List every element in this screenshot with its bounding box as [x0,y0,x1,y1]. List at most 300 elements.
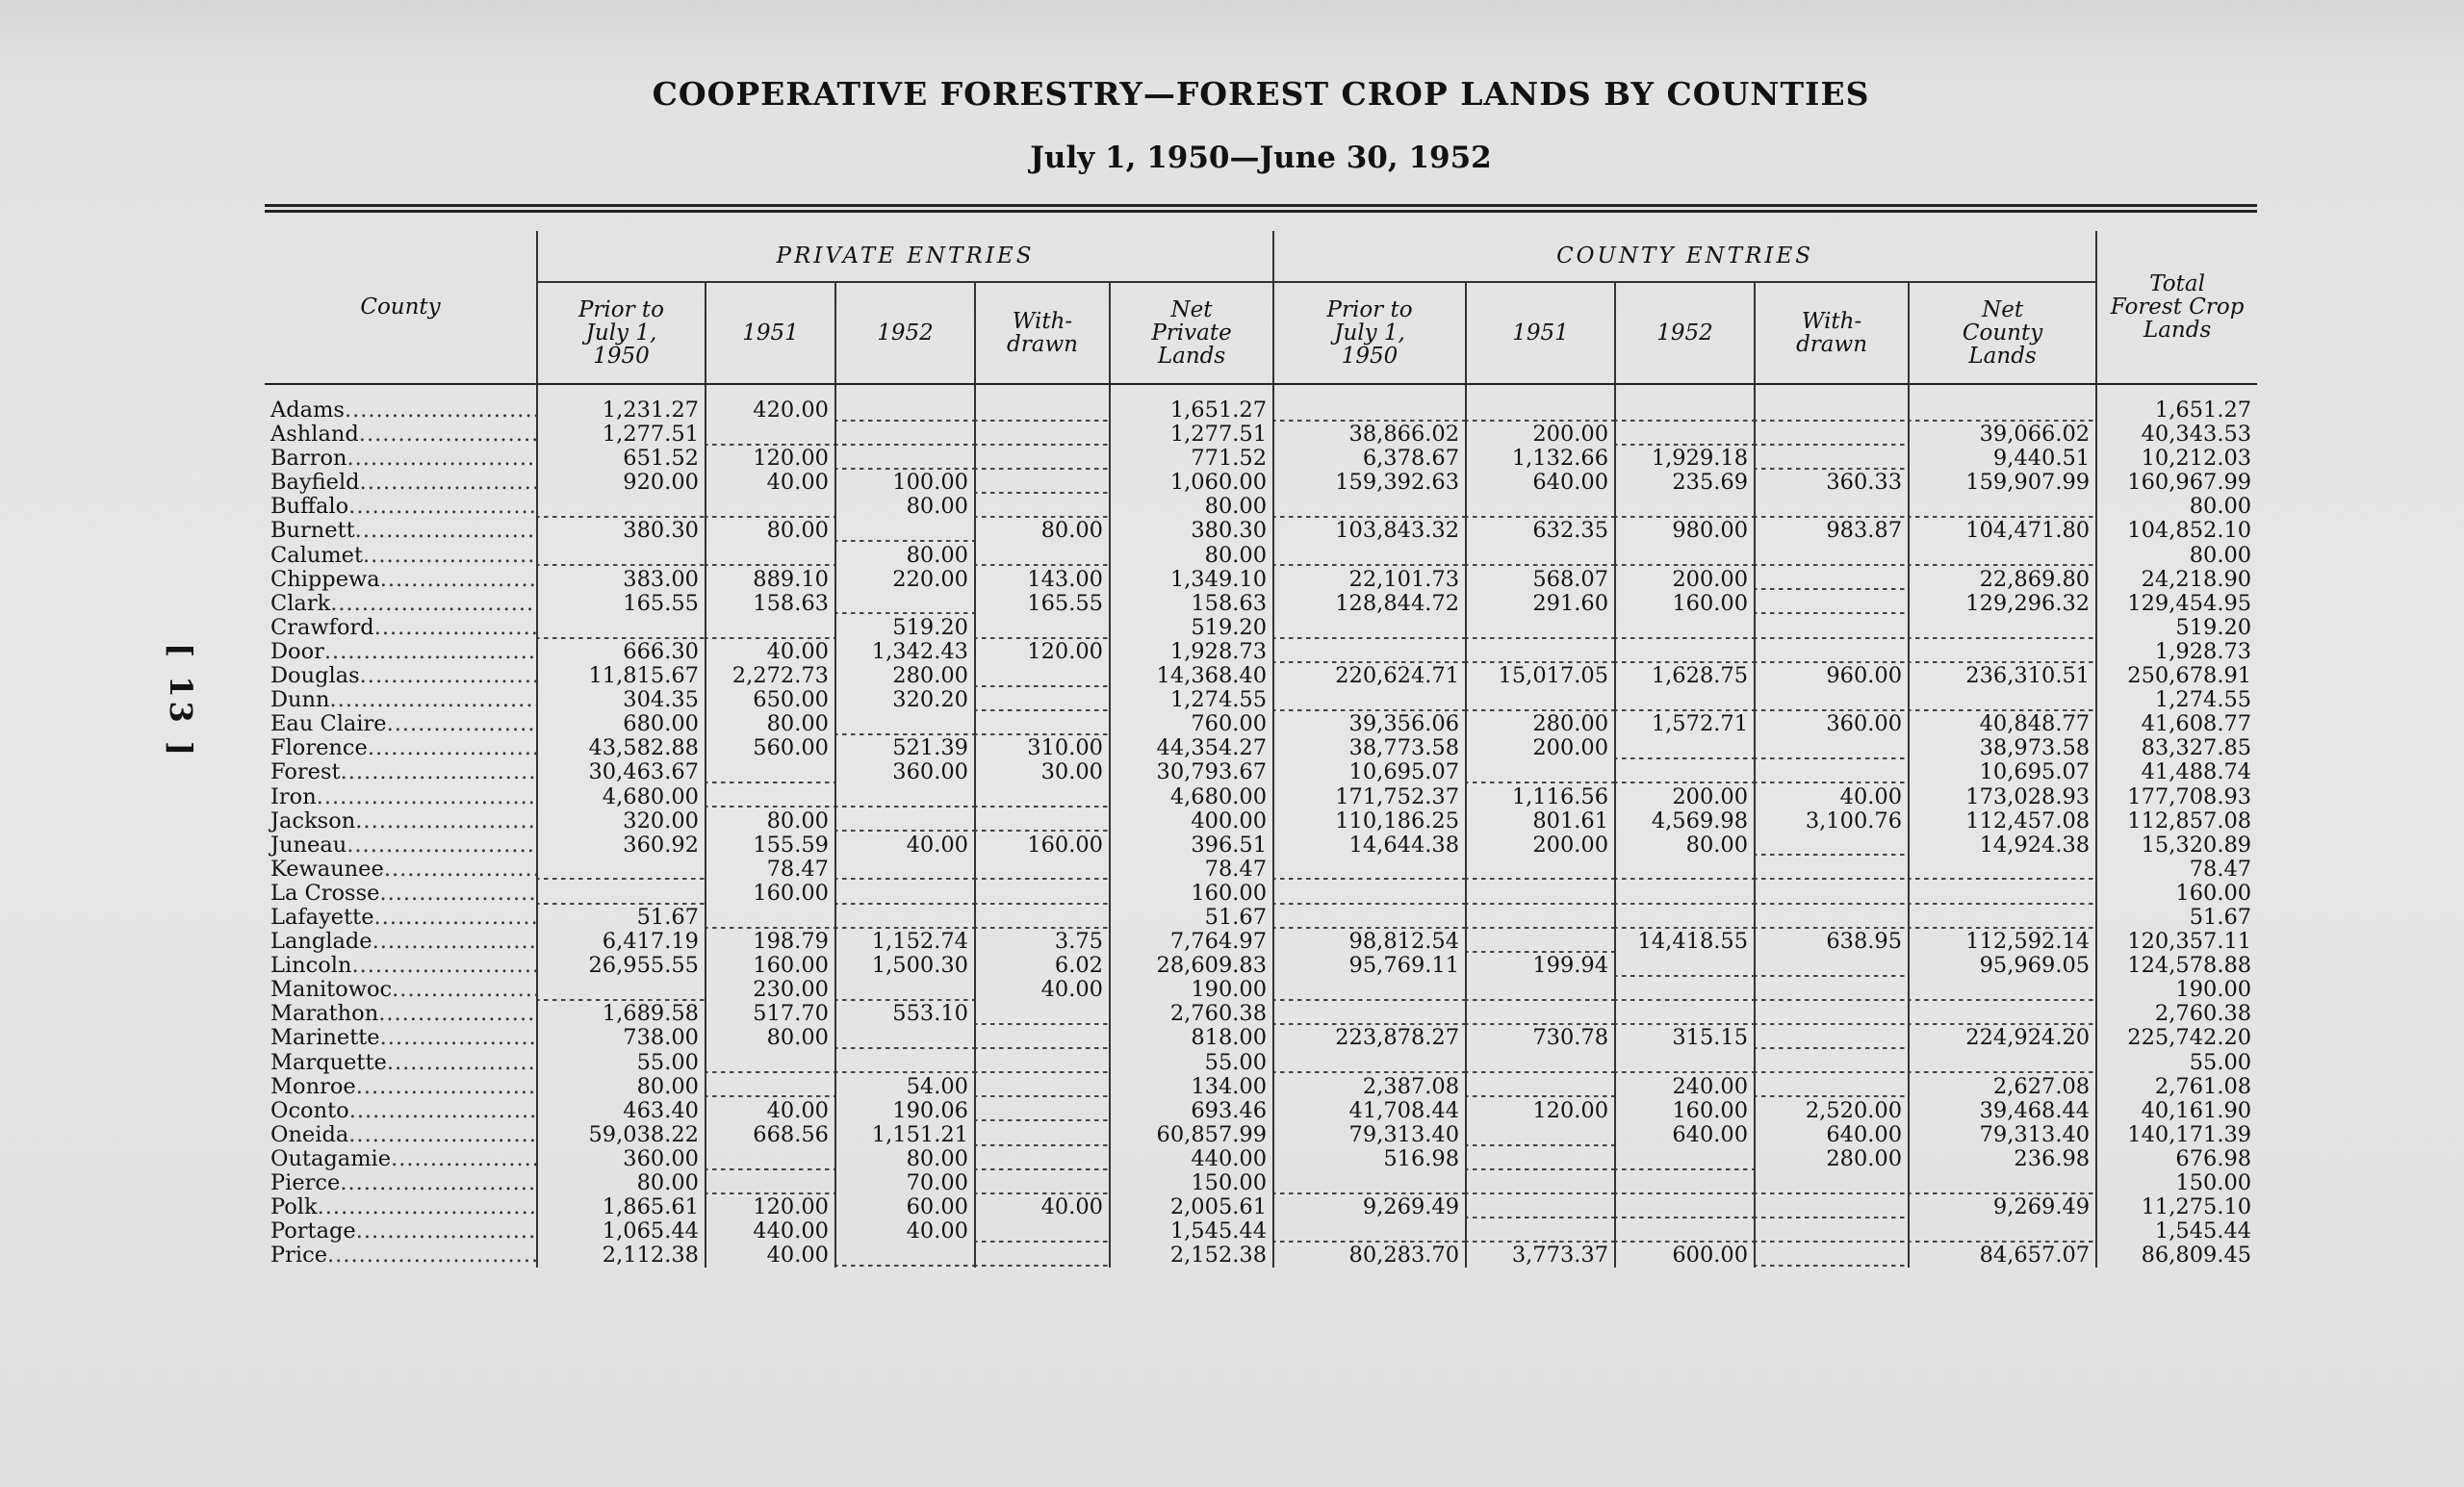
private-prior-cell: 26,955.55 [537,954,706,978]
private-prior-cell: 1,865.61 [537,1195,706,1219]
header-line: Prior to [1326,297,1413,322]
county-prior-cell: 159,392.63 [1273,471,1466,495]
county-1952-cell [1615,688,1755,712]
county-cell: Buffalo ..... [265,495,537,519]
table-row [265,688,2257,712]
county-1952-cell: 160.00 [1615,592,1755,616]
county-1952-cell [1615,1171,1755,1195]
net-private-cell: 771.52 [1110,447,1273,471]
county-prior-cell: 79,313.40 [1273,1123,1466,1147]
private-1952-cell: 1,152.74 [835,930,975,954]
private-withdrawn-cell: 30.00 [975,760,1110,784]
private-1951-cell: 40.00 [706,1243,835,1268]
group-header-row [265,231,2257,282]
county-prior-cell [1273,544,1466,568]
net-private-cell: 80.00 [1110,495,1273,519]
private-withdrawn-cell [975,688,1110,712]
net-county-cell [1909,616,2096,640]
total-cell: 129,454.95 [2096,592,2257,616]
county-cell: Marinette ..... [265,1026,537,1050]
table-row [265,1243,2257,1268]
header-line: 1950 [1341,344,1399,369]
county-withdrawn-cell: 360.33 [1755,471,1909,495]
private-prior-cell: 666.30 [537,640,706,664]
private-withdrawn-cell [975,1099,1110,1123]
county-1951-cell [1466,882,1615,906]
county-prior-cell [1273,882,1466,906]
header-line: July 1, [1334,320,1405,346]
net-private-cell: 190.00 [1110,978,1273,1002]
private-1951-cell [706,1051,835,1075]
county-withdrawn-cell [1755,592,1909,616]
county-prior-cell [1273,398,1466,423]
county-cell: La Crosse ..... [265,882,537,906]
private-1952-cell: 40.00 [835,833,975,858]
table-row [265,1075,2257,1099]
private-1951-cell: 80.00 [706,809,835,833]
county-1952-cell [1615,882,1755,906]
table-row [265,544,2257,568]
private-1951-cell [706,495,835,519]
private-withdrawn-cell: 120.00 [975,640,1110,664]
table-row [265,1195,2257,1219]
county-1952-cell: 600.00 [1615,1243,1755,1268]
county-prior-cell: 14,644.38 [1273,833,1466,858]
net-county-cell: 9,440.51 [1909,447,2096,471]
county-prior-cell: 110,186.25 [1273,809,1466,833]
private-1952-cell: 40.00 [835,1219,975,1243]
county-1952-cell [1615,495,1755,519]
net-private-cell: 2,005.61 [1110,1195,1273,1219]
county-1951-cell [1466,1075,1615,1099]
county-withdrawn-cell [1755,760,1909,784]
header-line: Net [1170,297,1213,322]
total-cell: 112,857.08 [2096,809,2257,833]
table-row [265,1171,2257,1195]
county-cell: Door ..... [265,640,537,664]
county-1951-cell [1466,640,1615,664]
total-cell: 11,275.10 [2096,1195,2257,1219]
private-withdrawn-cell [975,882,1110,906]
net-county-cell: 112,457.08 [1909,809,2096,833]
net-county-cell [1909,906,2096,930]
county-1952-cell [1615,760,1755,784]
table-row [265,1099,2257,1123]
private-withdrawn-cell [975,1243,1110,1268]
net-private-cell: 760.00 [1110,712,1273,736]
county-cell: Juneau ..... [265,833,537,858]
private-1952-cell [835,1243,975,1268]
private-1951-cell: 40.00 [706,1099,835,1123]
county-1952-cell: 14,418.55 [1615,930,1755,954]
net-county-cell [1909,882,2096,906]
county-cell: Douglas ..... [265,664,537,688]
private-prior-cell: 383.00 [537,568,706,592]
net-private-cell: 2,760.38 [1110,1002,1273,1026]
county-1952-cell [1615,1219,1755,1243]
private-withdrawn-cell [975,423,1110,447]
table-row [265,592,2257,616]
county-1952-cell [1615,906,1755,930]
private-withdrawn-cell: 80.00 [975,519,1110,543]
private-prior-cell [537,978,706,1002]
private-1951-cell: 160.00 [706,882,835,906]
private-1951-cell: 120.00 [706,1195,835,1219]
private-1951-cell: 420.00 [706,398,835,423]
net-county-cell [1909,1171,2096,1195]
county-withdrawn-cell [1755,1171,1909,1195]
net-county-cell: 104,471.80 [1909,519,2096,543]
private-prior-cell: 6,417.19 [537,930,706,954]
private-prior-cell: 920.00 [537,471,706,495]
county-withdrawn-cell [1755,423,1909,447]
private-1952-cell [835,809,975,833]
private-withdrawn-cell: 3.75 [975,930,1110,954]
net-county-cell: 79,313.40 [1909,1123,2096,1147]
table-row [265,1002,2257,1026]
private-1952-cell: 320.20 [835,688,975,712]
private-1952-cell: 360.00 [835,760,975,784]
private-withdrawn-cell [975,495,1110,519]
county-prior-cell: 95,769.11 [1273,954,1466,978]
private-withdrawn-cell [975,785,1110,809]
county-prior-cell: 80,283.70 [1273,1243,1466,1268]
county-withdrawn-cell [1755,495,1909,519]
table-row [265,882,2257,906]
county-1951-cell: 120.00 [1466,1099,1615,1123]
private-prior-cell: 30,463.67 [537,760,706,784]
county-prior-cell [1273,688,1466,712]
private-withdrawn-cell: 310.00 [975,736,1110,760]
table-row [265,1147,2257,1171]
private-1952-cell [835,592,975,616]
private-prior-cell: 165.55 [537,592,706,616]
private-withdrawn-cell [975,1051,1110,1075]
private-prior-cell: 651.52 [537,447,706,471]
net-private-cell: 440.00 [1110,1147,1273,1171]
total-cell: 83,327.85 [2096,736,2257,760]
table-row [265,736,2257,760]
header-line: County [1962,320,2043,346]
county-withdrawn-cell [1755,1051,1909,1075]
table-row [265,712,2257,736]
header-line: Private [1151,320,1232,346]
county-cell: Pierce ..... [265,1171,537,1195]
net-county-header [1909,282,2096,384]
total-cell: 10,212.03 [2096,447,2257,471]
table-row [265,447,2257,471]
county-cell: Bayfield ..... [265,471,537,495]
private-prior-cell: 59,038.22 [537,1123,706,1147]
total-cell: 41,488.74 [2096,760,2257,784]
county-1951-cell: 15,017.05 [1466,664,1615,688]
net-private-cell: 44,354.27 [1110,736,1273,760]
private-prior-cell: 55.00 [537,1051,706,1075]
table-row [265,471,2257,495]
private-withdrawn-cell [975,1147,1110,1171]
table-row [265,809,2257,833]
private-1951-cell [706,544,835,568]
private-withdrawn-cell [975,1171,1110,1195]
total-cell: 55.00 [2096,1051,2257,1075]
total-cell: 676.98 [2096,1147,2257,1171]
private-1952-cell: 80.00 [835,1147,975,1171]
private-1952-cell: 220.00 [835,568,975,592]
total-cell: 24,218.90 [2096,568,2257,592]
net-private-cell: 519.20 [1110,616,1273,640]
county-1952-cell [1615,398,1755,423]
county-prior-cell [1273,1171,1466,1195]
private-1951-cell: 160.00 [706,954,835,978]
county-1952-cell [1615,1002,1755,1026]
county-1951-cell: 3,773.37 [1466,1243,1615,1268]
table-row [265,785,2257,809]
county-withdrawn-cell: 40.00 [1755,785,1909,809]
table-row [265,1051,2257,1075]
header-line: 1950 [593,344,650,369]
county-prior-cell [1273,1051,1466,1075]
county-1951-cell [1466,1195,1615,1219]
county-withdrawn-header [1755,282,1909,384]
private-1952-cell: 80.00 [835,544,975,568]
net-private-cell: 30,793.67 [1110,760,1273,784]
county-withdrawn-cell [1755,568,1909,592]
net-private-cell: 160.00 [1110,882,1273,906]
county-prior-cell [1273,978,1466,1002]
county-prior-cell: 103,843.32 [1273,519,1466,543]
private-1951-cell: 198.79 [706,930,835,954]
net-county-cell [1909,640,2096,664]
net-county-cell [1909,1051,2096,1075]
table-row [265,640,2257,664]
private-withdrawn-cell [975,447,1110,471]
net-private-cell: 134.00 [1110,1075,1273,1099]
sub-header-row [265,282,2257,384]
private-withdrawn-cell [975,858,1110,882]
county-withdrawn-cell [1755,544,1909,568]
county-withdrawn-cell [1755,616,1909,640]
net-county-cell [1909,978,2096,1002]
county-withdrawn-cell [1755,1075,1909,1099]
private-1952-cell [835,712,975,736]
net-county-cell: 84,657.07 [1909,1243,2096,1268]
net-county-cell: 112,592.14 [1909,930,2096,954]
county-1952-cell: 240.00 [1615,1075,1755,1099]
private-1951-cell: 120.00 [706,447,835,471]
net-private-cell: 380.30 [1110,519,1273,543]
private-prior-cell: 4,680.00 [537,785,706,809]
private-1952-cell: 1,500.30 [835,954,975,978]
total-header-line: Total [2149,271,2205,296]
county-cell: Marquette ..... [265,1051,537,1075]
total-cell: 2,760.38 [2096,1002,2257,1026]
county-cell: Forest ..... [265,760,537,784]
county-1951-cell [1466,616,1615,640]
county-prior-cell: 220,624.71 [1273,664,1466,688]
private-1952-cell: 521.39 [835,736,975,760]
county-prior-cell: 10,695.07 [1273,760,1466,784]
private-1952-cell: 100.00 [835,471,975,495]
county-cell: Monroe ..... [265,1075,537,1099]
private-1952-cell [835,906,975,930]
total-cell: 124,578.88 [2096,954,2257,978]
net-county-cell [1909,398,2096,423]
private-prior-cell [537,495,706,519]
header-line: With- [1801,309,1862,334]
private-prior-cell: 1,277.51 [537,423,706,447]
net-county-cell: 224,924.20 [1909,1026,2096,1050]
county-1952-cell [1615,954,1755,978]
net-private-cell: 1,928.73 [1110,640,1273,664]
county-withdrawn-cell [1755,906,1909,930]
net-private-cell: 693.46 [1110,1099,1273,1123]
header-line: drawn [1796,332,1868,357]
net-county-cell [1909,544,2096,568]
net-county-cell: 38,973.58 [1909,736,2096,760]
net-private-cell: 80.00 [1110,544,1273,568]
private-1951-cell: 80.00 [706,712,835,736]
county-1951-cell: 199.94 [1466,954,1615,978]
private-1952-cell [835,398,975,423]
net-county-cell: 9,269.49 [1909,1195,2096,1219]
county-1951-cell [1466,858,1615,882]
county-cell: Burnett ..... [265,519,537,543]
total-cell: 160.00 [2096,882,2257,906]
private-prior-cell: 80.00 [537,1075,706,1099]
county-withdrawn-cell [1755,833,1909,858]
county-prior-cell: 38,866.02 [1273,423,1466,447]
header-line: 1951 [742,320,799,346]
private-1951-cell [706,1075,835,1099]
private-withdrawn-cell [975,664,1110,688]
county-1952-cell [1615,640,1755,664]
net-private-cell: 1,651.27 [1110,398,1273,423]
county-withdrawn-cell [1755,1243,1909,1268]
county-1952-header [1615,282,1755,384]
county-1951-cell [1466,760,1615,784]
net-private-cell: 14,368.40 [1110,664,1273,688]
table-row [265,954,2257,978]
private-1952-cell [835,858,975,882]
net-private-cell: 28,609.83 [1110,954,1273,978]
county-1952-cell: 1,572.71 [1615,712,1755,736]
private-prior-cell: 320.00 [537,809,706,833]
private-1951-cell: 78.47 [706,858,835,882]
private-prior-cell: 1,231.27 [537,398,706,423]
net-county-cell: 129,296.32 [1909,592,2096,616]
net-private-cell: 1,277.51 [1110,423,1273,447]
header-line: 1951 [1512,320,1569,346]
private-1951-cell: 80.00 [706,1026,835,1050]
total-cell: 1,651.27 [2096,398,2257,423]
total-header-line: Lands [2143,318,2212,343]
private-1951-header [706,282,835,384]
county-1951-cell [1466,1147,1615,1171]
private-1951-cell: 668.56 [706,1123,835,1147]
county-withdrawn-cell [1755,858,1909,882]
table-row [265,423,2257,447]
county-1951-cell [1466,1002,1615,1026]
net-private-cell: 150.00 [1110,1171,1273,1195]
private-1951-cell: 155.59 [706,833,835,858]
county-cell: Kewaunee ..... [265,858,537,882]
county-1952-cell: 315.15 [1615,1026,1755,1050]
county-prior-cell [1273,640,1466,664]
county-prior-cell: 171,752.37 [1273,785,1466,809]
private-withdrawn-cell [975,1219,1110,1243]
net-county-cell: 40,848.77 [1909,712,2096,736]
private-1952-cell [835,978,975,1002]
table-row [265,978,2257,1002]
county-cell: Outagamie ..... [265,1147,537,1171]
private-withdrawn-cell [975,809,1110,833]
private-withdrawn-cell [975,906,1110,930]
net-private-cell: 818.00 [1110,1026,1273,1050]
private-prior-cell [537,616,706,640]
county-1952-cell: 160.00 [1615,1099,1755,1123]
private-prior-cell: 380.30 [537,519,706,543]
private-prior-cell: 43,582.88 [537,736,706,760]
private-withdrawn-cell [975,544,1110,568]
net-private-cell: 1,545.44 [1110,1219,1273,1243]
header-line: Lands [1968,344,2037,369]
total-cell: 40,343.53 [2096,423,2257,447]
net-county-cell: 22,869.80 [1909,568,2096,592]
county-1951-cell [1466,1123,1615,1147]
county-1952-cell: 235.69 [1615,471,1755,495]
county-1951-cell: 291.60 [1466,592,1615,616]
total-cell: 40,161.90 [2096,1099,2257,1123]
county-prior-cell [1273,858,1466,882]
header-line: 1952 [877,320,934,346]
county-prior-cell: 98,812.54 [1273,930,1466,954]
private-1952-cell: 280.00 [835,664,975,688]
private-withdrawn-cell: 165.55 [975,592,1110,616]
total-cell: 150.00 [2096,1171,2257,1195]
total-cell: 140,171.39 [2096,1123,2257,1147]
private-withdrawn-cell [975,398,1110,423]
table-row [265,568,2257,592]
private-1952-cell: 190.06 [835,1099,975,1123]
net-private-cell: 2,152.38 [1110,1243,1273,1268]
table-row [265,519,2257,543]
county-cell: Chippewa ..... [265,568,537,592]
private-1951-cell [706,785,835,809]
page-subtitle: July 1, 1950—June 30, 1952 [1030,141,1492,175]
county-withdrawn-cell [1755,688,1909,712]
county-prior-cell: 39,356.06 [1273,712,1466,736]
private-1952-cell [835,423,975,447]
total-cell: 1,928.73 [2096,640,2257,664]
private-1952-cell [835,882,975,906]
total-cell: 519.20 [2096,616,2257,640]
county-cell: Langlade ..... [265,930,537,954]
county-cell: Florence ..... [265,736,537,760]
county-1951-cell: 801.61 [1466,809,1615,833]
private-1951-cell: 440.00 [706,1219,835,1243]
private-prior-cell [537,544,706,568]
private-withdrawn-cell: 160.00 [975,833,1110,858]
total-cell: 160,967.99 [2096,471,2257,495]
county-1951-cell: 568.07 [1466,568,1615,592]
private-withdrawn-header [975,282,1110,384]
total-cell: 41,608.77 [2096,712,2257,736]
county-1951-cell: 1,132.66 [1466,447,1615,471]
total-cell: 177,708.93 [2096,785,2257,809]
county-withdrawn-cell: 638.95 [1755,930,1909,954]
private-1951-cell: 650.00 [706,688,835,712]
county-prior-cell [1273,616,1466,640]
